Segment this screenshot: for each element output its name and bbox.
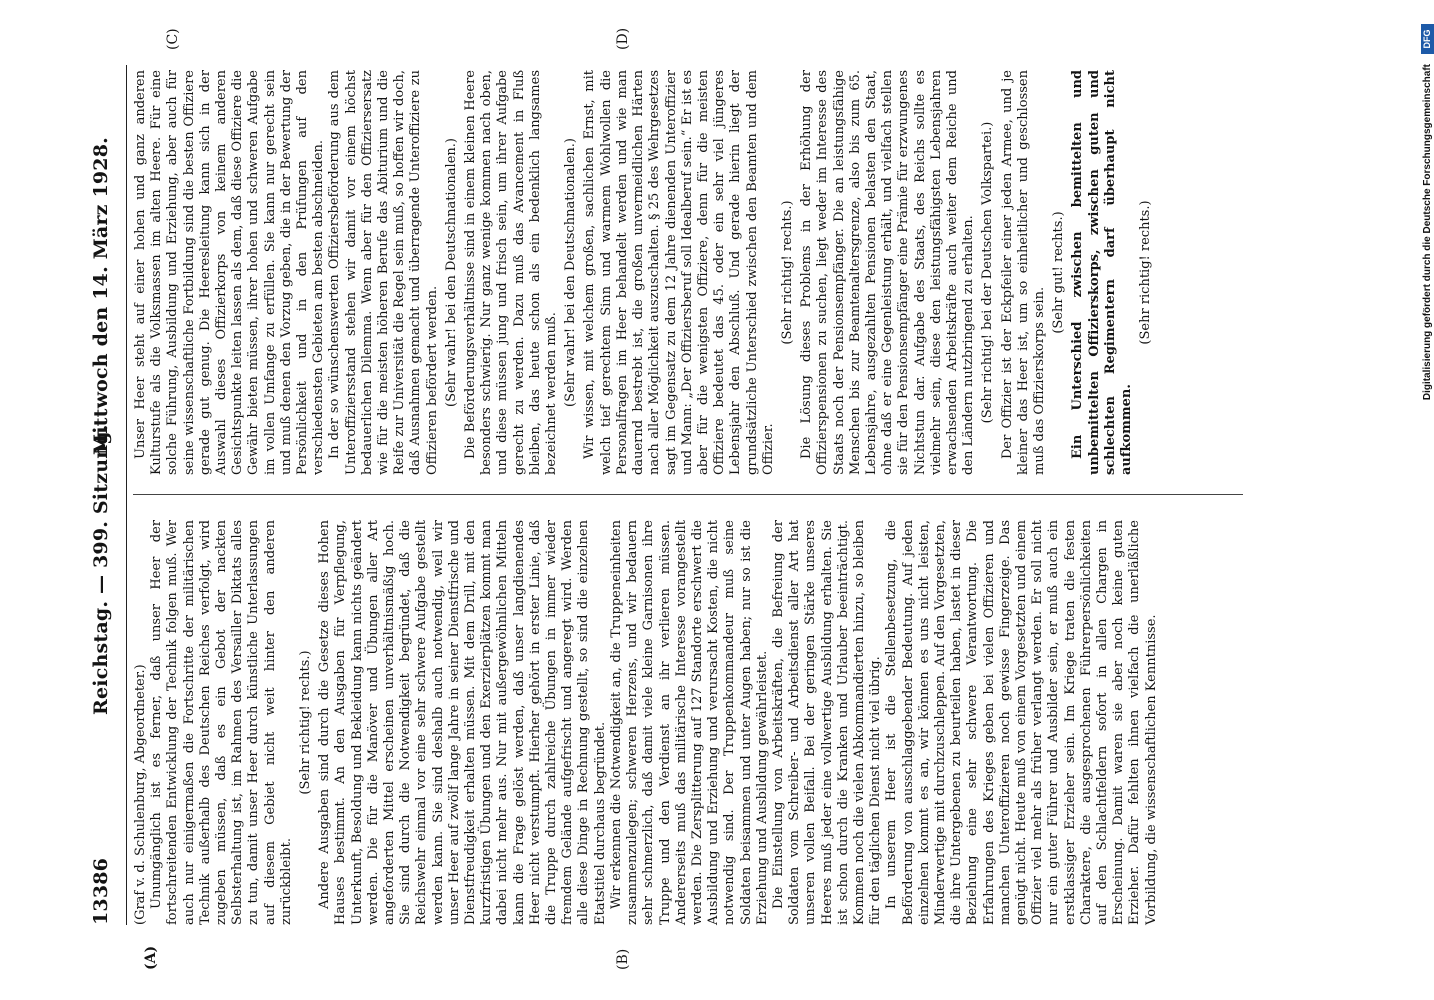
dfg-logo: DFG	[1421, 24, 1434, 54]
interjection: (Sehr richtig! bei der Deutschen Volkspartei.)	[980, 121, 996, 424]
session-title: Reichstag. — 399. Sitzung.	[90, 424, 112, 715]
paragraph: Andere Ausgaben sind durch die Gesetze dieses Hohen Hauses bestimmt. An den Ausgaben für Verpflegung, Unterkunft, Besoldung und Bekleidung kann nichts geändert werden. Die für die Manöver und Übungen aller Art angeforderten Mittel erscheinen unverhältnismäßig hoch. Sie sind durch die Notwendigkeit begründet, daß die Reichswehr einmal vor eine sehr schwere Aufgabe gestellt werden kann. Sie sind deshalb auch notwendig, weil wir unser Heer auf zwölf lange Jahre in seiner Dienstfrische und Dienstfreudigkeit erhalten müssen. Mit dem Drill, mit den kurzfristigen Übungen und den Exerzierplätzen kommt man dabei nicht mehr aus. Nur mit außergewöhnlichen Mitteln kann die Frage gelöst werden, daß unser langdienendes Heer nicht verstumpft. Hierher gehört in erster Linie, daß die Truppe durch zahlreiche Übungen in immer wieder fremdem Gelände aufgefrischt und angeregt wird. Werden alle diese Dinge in Rechnung gestellt, so sind die einzelnen Etatstitel durchaus begründet.	[317, 520, 608, 925]
paragraph: In unserem Heer ist die Stellenbesetzung, die Beförderung von ausschlaggebender Bedeutung. Auf jeden einzelnen kommt es an, wir können es uns nicht leisten, Minderwertige mit durchzuschleppen. Auf den Vorgesetzten, die ihre Untergebenen zu beurteilen haben, lastet in dieser Beziehung eine sehr schwere Verantwortung. Die Erfahrungen des Krieges geben bei vielen Offizieren und manchen Unteroffizieren noch gewisse Fingerzeige. Das genügt nicht. Heute muß von einem Vorgesetzten und einem Offizier viel mehr als früher verlangt werden. Er soll nicht nur ein guter Führer und Ausbilder sein, er muß auch ein erstklassiger Erzieher sein. Im Kriege traten die festen Charaktere, die ausgesprochenen Führerpersönlichkeiten auf den Schlachtfeldern sofort in allen Chargen in Erscheinung. Damit waren sie aber noch keine guten Erzieher. Dafür fehlten ihnen vielfach die unerläßliche Vorbildung, die wissenschaftlichen Kenntnisse.	[884, 520, 1159, 925]
interjection: (Sehr wahr! bei den Deutschnationalen.)	[563, 138, 579, 407]
speaker-line: (Graf v. d. Schulenburg, Abgeordneter.)	[133, 664, 148, 925]
header-rule	[126, 65, 127, 925]
page-number: 13386	[90, 857, 112, 925]
paragraph: Die Beförderungsverhältnisse sind in einem kleinen Heere besonders schwierig. Nur ganz wenige kommen nach oben, und diese müssen jung und frisch sein, um ihrer Aufgabe gerecht zu werden. Dazu muß das Avancement in Fluß bleiben, das heute schon als ein bedenklich langsames bezeichnet werden muß.	[463, 70, 560, 475]
paragraph: Die Einstellung von Arbeitskräften, die Befreiung der Soldaten vom Schreiber- und Arbeitsdienst aller Art hat unseren vollen Beifall. Bei der geringen Stärke unseres Heeres muß jeder eine vollwertige Ausbildung erhalten. Sie ist schon durch die Kranken und Urlauber beeinträchtigt. Kommen noch die vielen Abkommandierten hinzu, so bleiben für den täglichen Dienst nicht viel übrig.	[770, 520, 884, 925]
rotated-page	[15, 0, 1315, 1000]
margin-marker-b: (B)	[615, 948, 631, 970]
dfg-credit-strip	[1418, 0, 1434, 1000]
column-separator	[133, 494, 1243, 495]
paragraph: Unumgänglich ist es ferner, daß unser Heer der fortschreitenden Entwicklung der Technik folgen muß. Wer auch nur einigermaßen die Fortschritte der militärischen Technik außerhalb des Deutschen Reiches verfolgt, wird zugeben müssen, daß es ein Gebot der nackten Selbsterhaltung ist, im Rahmen des Versailler Diktats alles zu tun, damit unser Heer durch künstliche Unterlassungen auf diesem Gebiet nicht weit hinter den anderen zurückbleibt.	[149, 520, 294, 925]
paragraph: Unser Heer steht auf einer hohen und ganz anderen Kulturstufe als die Volksmassen im alten Heere. Für eine solche Führung, Ausbildung und Erziehung, aber auch für seine wissenschaftliche Fortbildung sind die besten Offiziere gerade gut genug. Die Heeresleitung kann sich in der Auswahl dieses Offizierkorps von keinem anderen Gesichtspunkte leiten lassen als dem, daß diese Offiziere die Gewähr bieten müssen, ihrer hohen und schweren Aufgabe im vollen Umfange zu erfüllen. Sie kann nur gerecht sein und muß denen den Vorzug geben, die in der Bewertung der Persönlichkeit und in den Prüfungen auf den verschiedensten Gebieten am besten abschneiden.	[133, 70, 327, 475]
interjection: (Sehr richtig! rechts.)	[1138, 200, 1154, 345]
session-date: Mittwoch den 14. März 1928.	[90, 137, 112, 455]
interjection: (Sehr gut! rechts.)	[1051, 211, 1067, 334]
page-header	[90, 65, 120, 925]
dfg-credit-text: Digitalisierung gefördert durch die Deutsche Forschungsgemeinschaft	[1422, 64, 1433, 401]
interjection: (Sehr wahr! bei den Deutschnationalen.)	[443, 138, 459, 407]
interjection: (Sehr richtig! rechts.)	[779, 200, 795, 345]
paragraph: Wir erkennen die Notwendigkeit an, die Truppeneinheiten zusammenzulegen; schweren Herzens, und wir bedauern sehr schmerzlich, daß damit viele kleine Garnisonen ihre Truppe und den Verdienst an ihr verlieren müssen. Andererseits muß das militärische Interesse vorangestellt werden. Die Zersplitterung auf 127 Standorte erschwert die Ausbildung und Erziehung und verursacht Kosten, die nicht notwendig sind. Der Truppenkommandeur muß seine Soldaten beisammen und unter Augen haben; nur so ist die Erziehung und Ausbildung gewährleistet.	[608, 520, 770, 925]
right-text-column	[133, 70, 1157, 475]
paragraph: Wir wissen, mit welchem großen, sachlichen Ernst, mit welch tief gerechtem Sinn und warmem Wohlwollen die Personalfragen im Heer behandelt werden und wie man dauernd bestrebt ist, die großen unvermeidlichen Härten nach aller Möglichkeit auszuschalten. § 25 des Wehrgesetzes sagt im Gegensatz zu dem 12 Jahre dienenden Unteroffizier und Mann: „Der Offiziersberuf soll Idealberuf sein.“ Er ist es aber für die wenigsten Offiziere, denn für die meisten Offiziere bedeutet das 45. oder ein sehr viel jüngeres Lebensjahr den Abschluß. Und gerade hierin liegt der grundsätzliche Unterschied zwischen den Beamten und dem Offizier.	[582, 70, 776, 475]
margin-marker-c: (C)	[165, 28, 181, 50]
margin-marker-d: (D)	[615, 27, 631, 50]
paragraph: Der Offizier ist der Eckpfeiler einer jeden Armee, und je kleiner das Heer ist, um so einheitlicher und geschlossen muß das Offizierskorps sein.	[999, 70, 1047, 475]
paragraph: In der so wünschenswerten Offiziersbeförderung aus dem Unteroffiziersstand stehen wir damit vor einem höchst bedauerlichen Dilemma. Wenn aber für den Offiziersersatz wie für die meisten höheren Berufe das Abiturium und die Reife zur Universität die Regel sein muß, so hoffen wir doch, daß Ausnahmen gemacht und überragende Unteroffiziere zu Offizieren befördert werden.	[327, 70, 440, 475]
paragraph: Die Lösung dieses Problems in der Erhöhung der Offizierspensionen zu suchen, liegt weder im Interesse des Staats noch der Pensionsempfänger. Die an leistungsfähige Menschen bis zur Beamtenaltersgrenze, also bis zum 65. Lebensjahre, ausgezahlten Pensionen belasten den Staat, ohne daß er eine Gegenleistung erhält, und vielfach stellen sie für den Pensionsempfänger eine Prämie für erzwungenes Nichtstun dar. Aufgabe des Staats, des Reichs sollte es vielmehr sein, diese den leistungsfähigsten Lebensjahren erwachsenden Arbeitskräfte auch weiter dem Reiche und den Ländern nutzbringend zu erhalten.	[799, 70, 977, 475]
bold-paragraph: Ein Unterschied zwischen bemittelten und unbemittelten Offizierskorps, zwischen guten und schlechten Regimentern darf überhaupt nicht aufkommen.	[1070, 70, 1134, 475]
margin-marker-a: (A)	[143, 945, 159, 970]
interjection: (Sehr richtig! rechts.)	[298, 650, 314, 795]
left-text-column	[133, 520, 1160, 925]
